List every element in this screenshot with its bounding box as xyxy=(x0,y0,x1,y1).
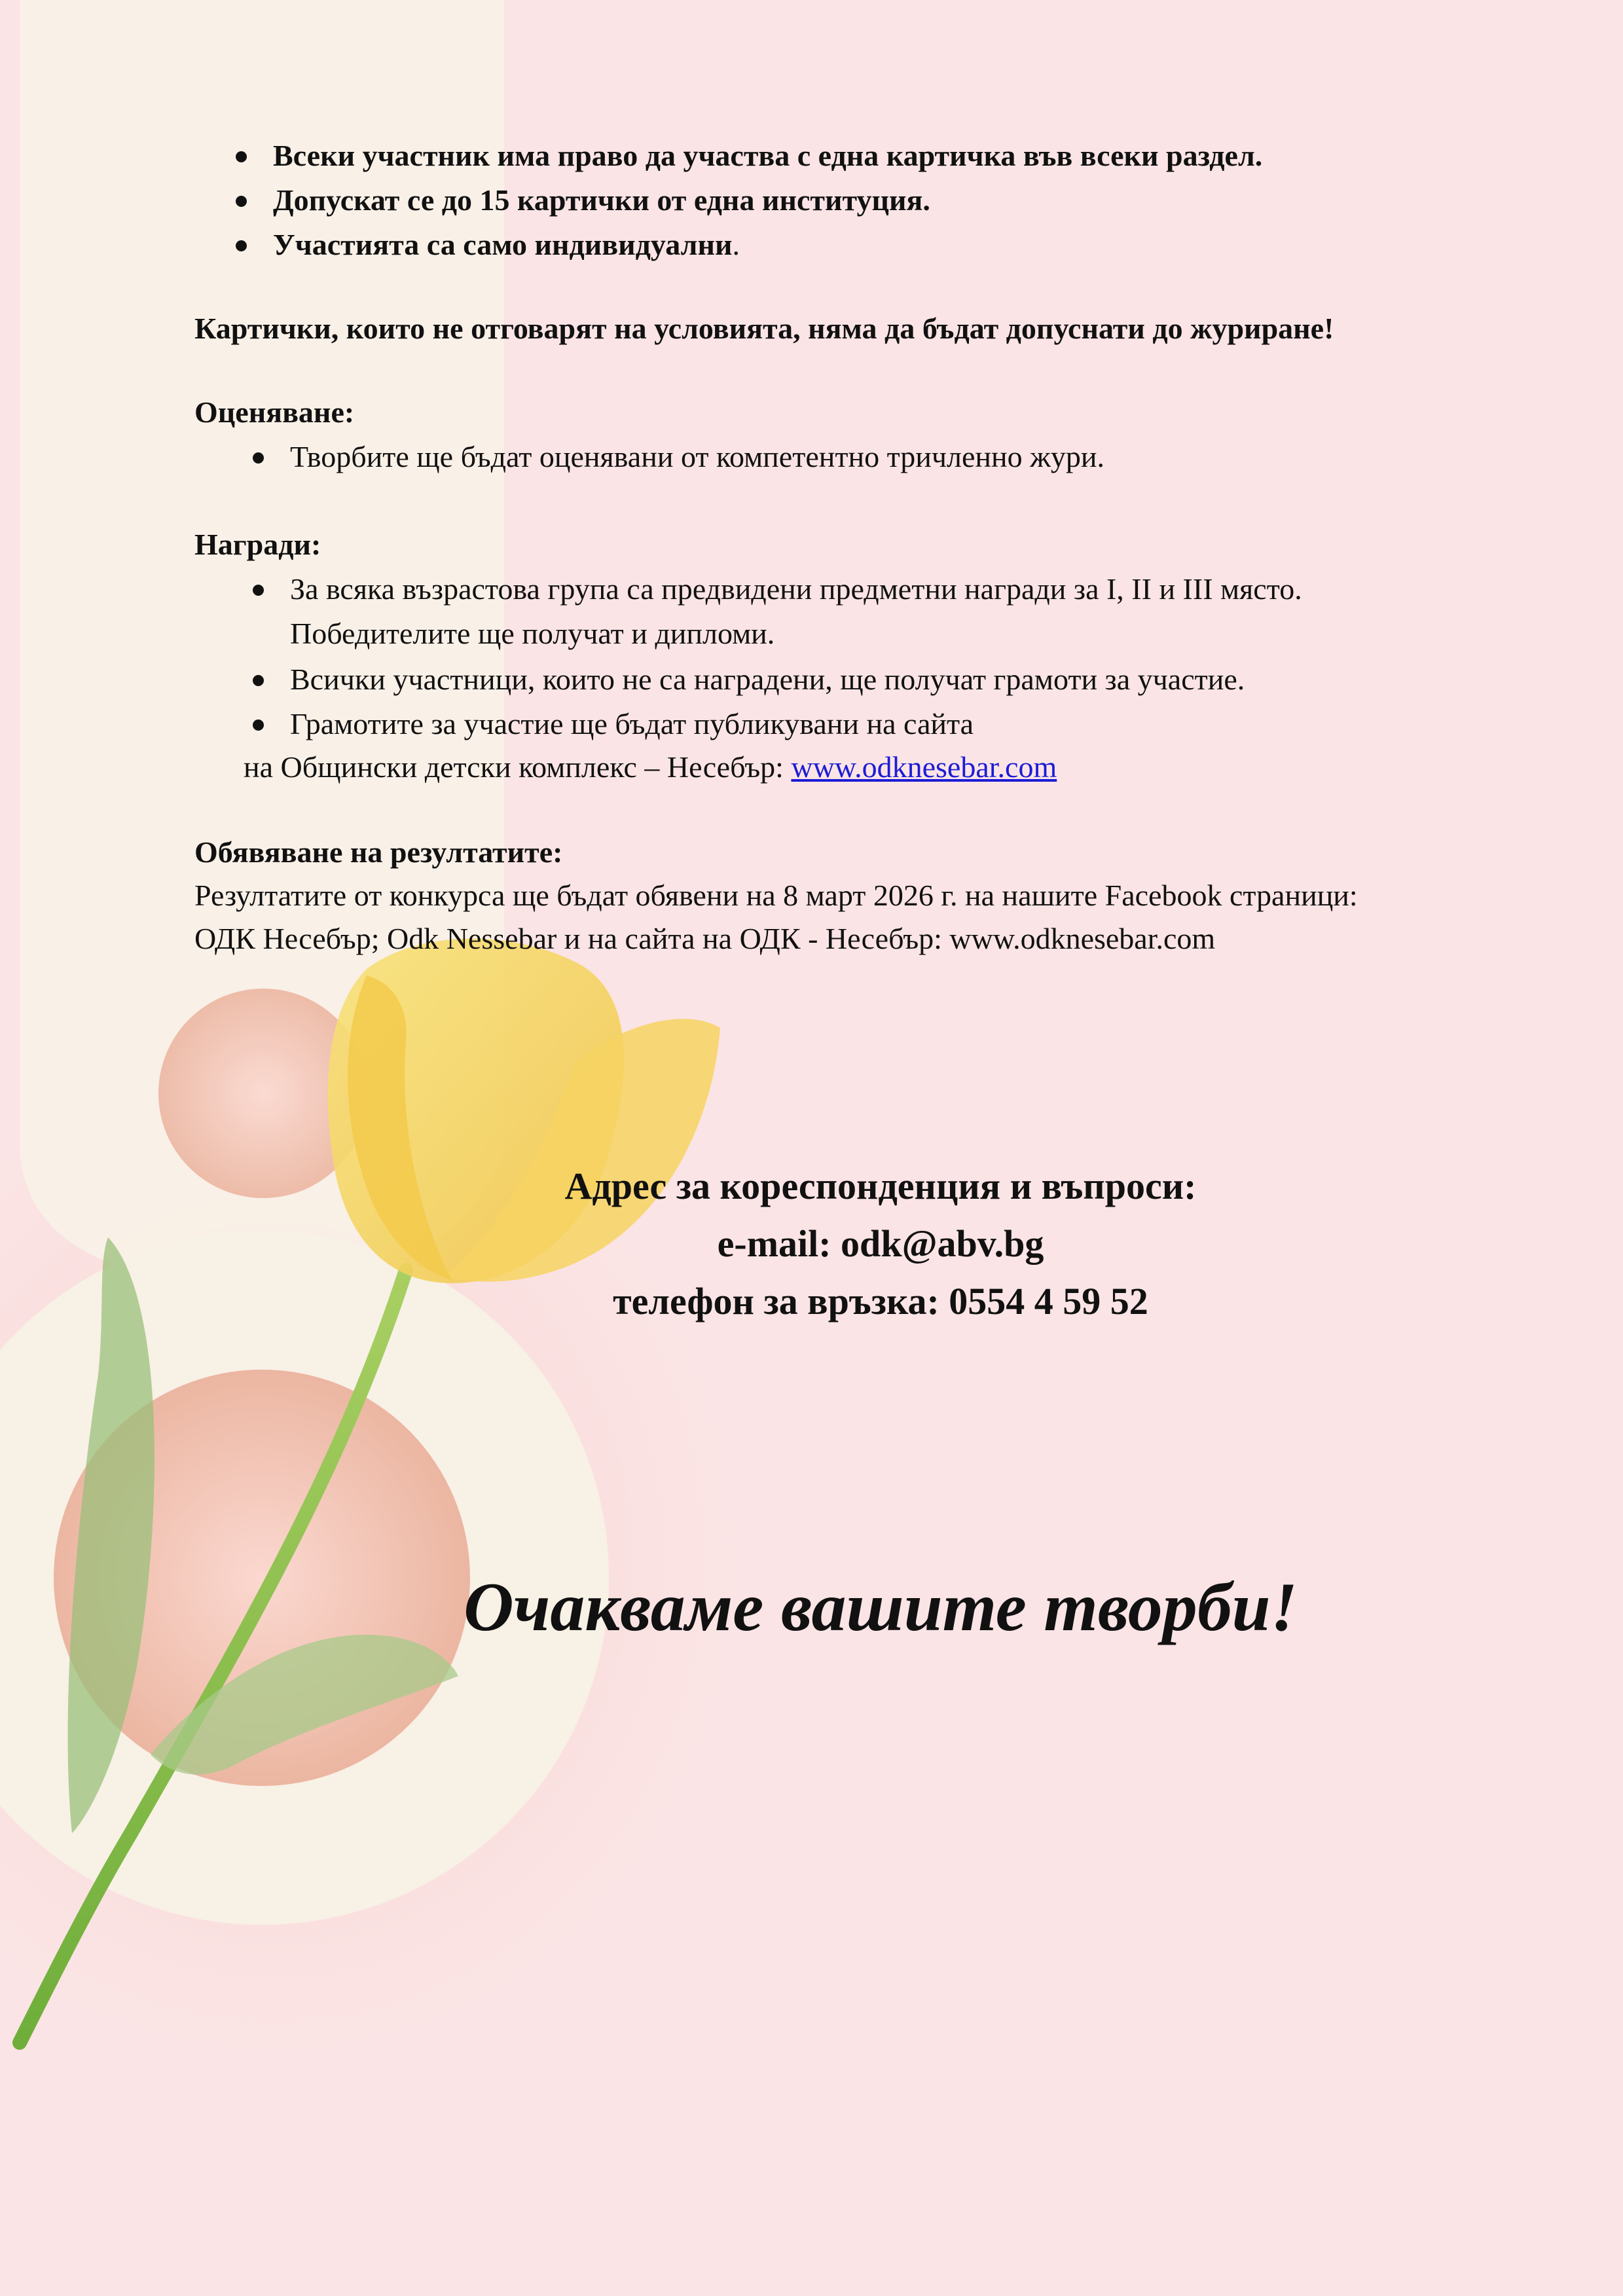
awards-item-line2: Победителите ще получат и дипломи. xyxy=(290,617,775,650)
list-item: Допускат се до 15 картички от една институция. xyxy=(273,178,1262,223)
rules-list xyxy=(273,134,1262,267)
awards-heading: Награди: xyxy=(194,528,321,561)
results-line-2: ОДК Несебър; Odk Nessebar и на сайта на ОДК - Несебър: www.odknesebar.com xyxy=(194,922,1216,955)
awards-site-line xyxy=(244,745,1057,790)
results-heading: Обявяване на резултатите: xyxy=(194,835,563,869)
list-item: Участията са само индивидуални. xyxy=(273,223,1262,267)
rules-warning: Картички, които не отговарят на условията, няма да бъдат допуснати до журиране! xyxy=(194,312,1334,345)
contact-email: e-mail: odk@abv.bg xyxy=(717,1222,1044,1265)
closing-slogan: Очакваме вашите творби! xyxy=(464,1569,1298,1645)
site-line-prefix: на Общински детски комплекс – Несебър: xyxy=(244,750,792,784)
results-line-1: Резултатите от конкурса ще бъдат обявени на 8 март 2026 г. на нашите Facebook страници: xyxy=(194,879,1358,912)
contact-block xyxy=(419,1157,1342,1330)
awards-list xyxy=(290,567,1302,746)
list-item xyxy=(290,567,1302,656)
contact-phone: телефон за връзка: 0554 4 59 52 xyxy=(613,1280,1148,1322)
evaluation-list xyxy=(290,435,1104,479)
list-item: Творбите ще бъдат оценявани от компетентно тричленно жури. xyxy=(290,435,1104,479)
site-link[interactable]: www.odknesebar.com xyxy=(791,750,1057,784)
awards-item-line1: За всяка възрастова група са предвидени предметни награди за I, II и III място. xyxy=(290,572,1302,606)
contact-heading: Адрес за кореспонденция и въпроси: xyxy=(564,1165,1197,1207)
evaluation-heading: Оценяване: xyxy=(194,395,355,429)
list-item: Всички участници, които не са наградени, ще получат грамоти за участие. xyxy=(290,657,1302,702)
list-item: Всеки участник има право да участва с една картичка във всеки раздел. xyxy=(273,134,1262,178)
list-item: Грамотите за участие ще бъдат публикувани на сайта xyxy=(290,702,1302,746)
